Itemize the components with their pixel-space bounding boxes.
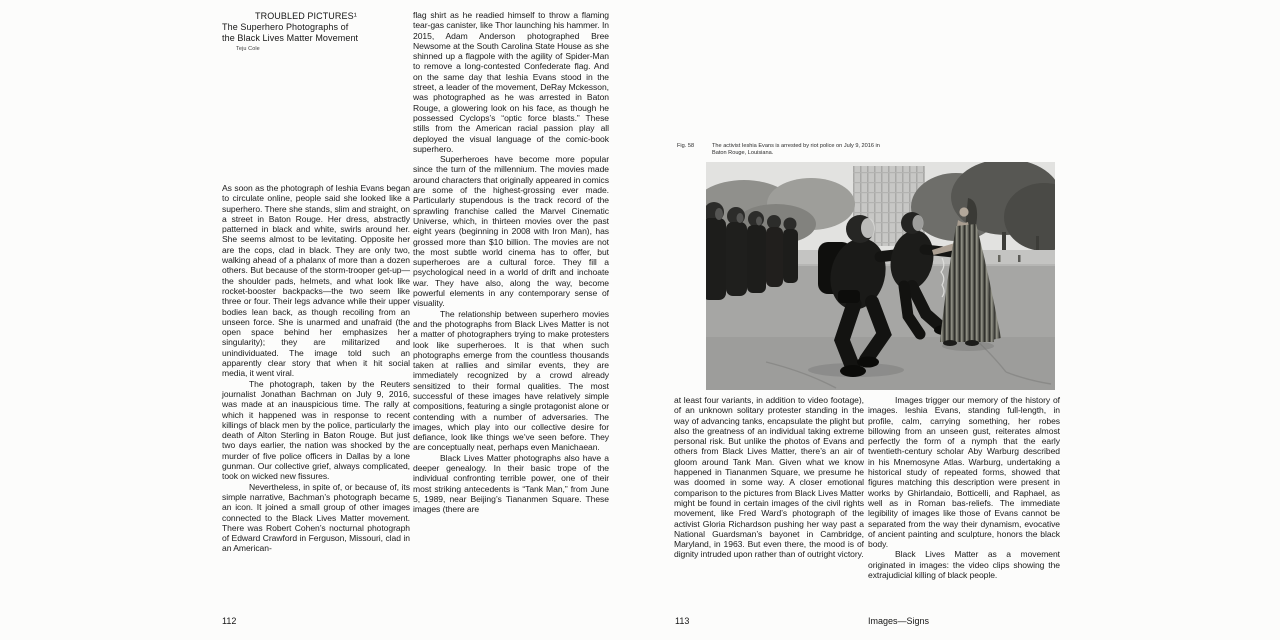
article-subtitle-line2: the Black Lives Matter Movement [222,33,359,43]
paragraph: at least four variants, in addition to video footage), of an unknown solitary protester standing in the way of advancing tanks, encapsulate the plight but also the greatness of an individual taking extreme personal risk. But unlike the photos of Evans and others from Black Lives Matter, there’s an air of gloom around Tank Man. Given what we know happened in Tiananmen Square, we presume he was doomed in some way. A closer emotional comparison to the pictures from Black Lives Matter might be found in certain images of the civil rights movement, like Fred Ward’s photograph of the activist Gloria Richardson pushing her way past a National Guardsman’s bayonet in Cambridge, Maryland, in 1963. But even there, the mood is of dignity intruded upon rather than of outright victory. [674,395,864,560]
author-name: Teju Cole [236,46,260,52]
paragraph: Images trigger our memory of the history of images. Ieshia Evans, standing full-length, in profile, calm, carrying something, her robes billowing from an unseen gust, reiterates almost perfectly the form of a nymph that the early twentieth-century scholar Aby Warburg described in his Mnemosyne Atlas. Warburg, undertaking a historical study of repeated forms, showed that figures matching this description were present in works by Ghirlandaio, Botticelli, and Raphael, as well as in Roman bas-reliefs. The immediate legibility of images like those of Evans cannot be separated from the way their dynamism, evocative of ancient painting and sculpture, honors the black body. [868,395,1060,550]
page-number-left: 112 [222,616,237,626]
right-page-column-1 [674,395,864,560]
article-title-block [222,11,412,53]
photo-illustration [706,162,1055,390]
figure-caption: The activist Ieshia Evans is arrested by riot police on July 9, 2016 in Baton Rouge, Louisiana. [712,143,880,156]
left-page-column-2 [413,10,609,515]
paragraph: The relationship between superhero movies and the photographs from Black Lives Matter is not a matter of photographers trying to make protesters look like superheroes. It is that when such photographs emerge from the countless thousands taken at rallies and similar events, they are immediately recognized by a crowd already sensitized to their formal qualities. The most successful of these images have relatively simple compositions, featuring a single protagonist alone or contending with a number of adversaries. The images, which play into our collective desire for defiance, look like things we’ve seen before. They are conceptually neat, perhaps even Manichaean. [413,308,609,453]
right-page-column-2 [868,395,1060,580]
paragraph: Nevertheless, in spite of, or because of, its simple narrative, Bachman’s photograph became an icon. It joined a small group of other images connected to the Black Lives Matter movement. There was Robert Cohen’s nocturnal photograph of Edward Crawford in Ferguson, Missouri, clad in an American- [222,481,410,554]
paragraph: flag shirt as he readied himself to throw a flaming tear-gas canister, like Thor launching his hammer. In 2015, Adam Anderson photographed Bree Newsome at the South Carolina State House as she shinned up a flagpole with the agility of Spider-Man to remove a long-contested Confederate flag. And on the same day that Ieshia Evans stood in the street, a leader of the movement, DeRay Mckesson, was photographed as he was arrested in Baton Rouge, a glowering look on his face, as though he possessed Cyclops’s “optic force blasts.” These stills from the American racial passion play all deployed the visual language of the comic-book superhero. [413,10,609,154]
paragraph: Superheroes have become more popular since the turn of the millennium. The movies made around characters that originally appeared in comics are some of the highest-grossing ever made. Particularly stupendous is the track record of the sprawling franchise called the Marvel Cinematic Universe, which, in thirteen movies over the past eight years (beginning in 2008 with Iron Man), has grossed more than $10 billion. The movies are not the most subtle world cinema has to offer, but superheroes are a cultural force. They fill a psychological need in a world of drift and inchoate war. They have also, along the way, become powerful elements in any contemporary sense of visuality. [413,154,609,309]
paragraph: As soon as the photograph of Ieshia Evans began to circulate online, people said she looked like a superhero. There she stands, slim and straight, on a street in Baton Rouge. Her dress, abstractly patterned in black and white, swirls around her. She seems almost to be levitating. Opposite her are the cops, clad in black. They are only two, walking ahead of a phalanx of more than a dozen others. But because of the storm-trooper get-up—the shoulder pads, helmets, and what look like rocket-booster backpacks—the two seem like three or four. Their legs advance while their upper bodies lean back, as though recoiling from an unseen force. She is unarmed and unafraid (the open space behind her emphasizes her singularity); they are militarized and unindividuated. The image told such an apparently clear story that when it hit social media, it went viral. [222,183,410,379]
paragraph: The photograph, taken by the Reuters journalist Jonathan Bachman on July 9, 2016, was made at an inauspicious time. The rally at which it happened was in response to recent killings of black men by the police, particularly the death of Alton Sterling in Baton Rouge. But just two days earlier, the nation was shocked by the murder of five police officers in Dallas by a lone gunman. Our collective grief, always complicated, took on wicked new fissures. [222,378,410,482]
paragraph: Black Lives Matter as a movement originated in images: the video clips showing the extrajudicial killing of black people. [868,549,1060,581]
page-number-right: 113 [675,616,690,626]
paragraph: Black Lives Matter photographs also have a deeper genealogy. In their basic trope of the individual confronting terrible power, one of their most striking antecedents is “Tank Man,” from June 5, 1989, near Beijing’s Tiananmen Square. These images (there are [413,452,609,515]
figure-label: Fig. 58 [677,143,695,149]
article-title: TROUBLED PICTURES¹ [255,11,357,21]
figure-photo [706,162,1055,390]
article-subtitle-line1: The Superhero Photographs of [222,22,349,32]
left-page-column-1 [222,183,410,554]
running-title: Images—Signs [868,616,930,626]
